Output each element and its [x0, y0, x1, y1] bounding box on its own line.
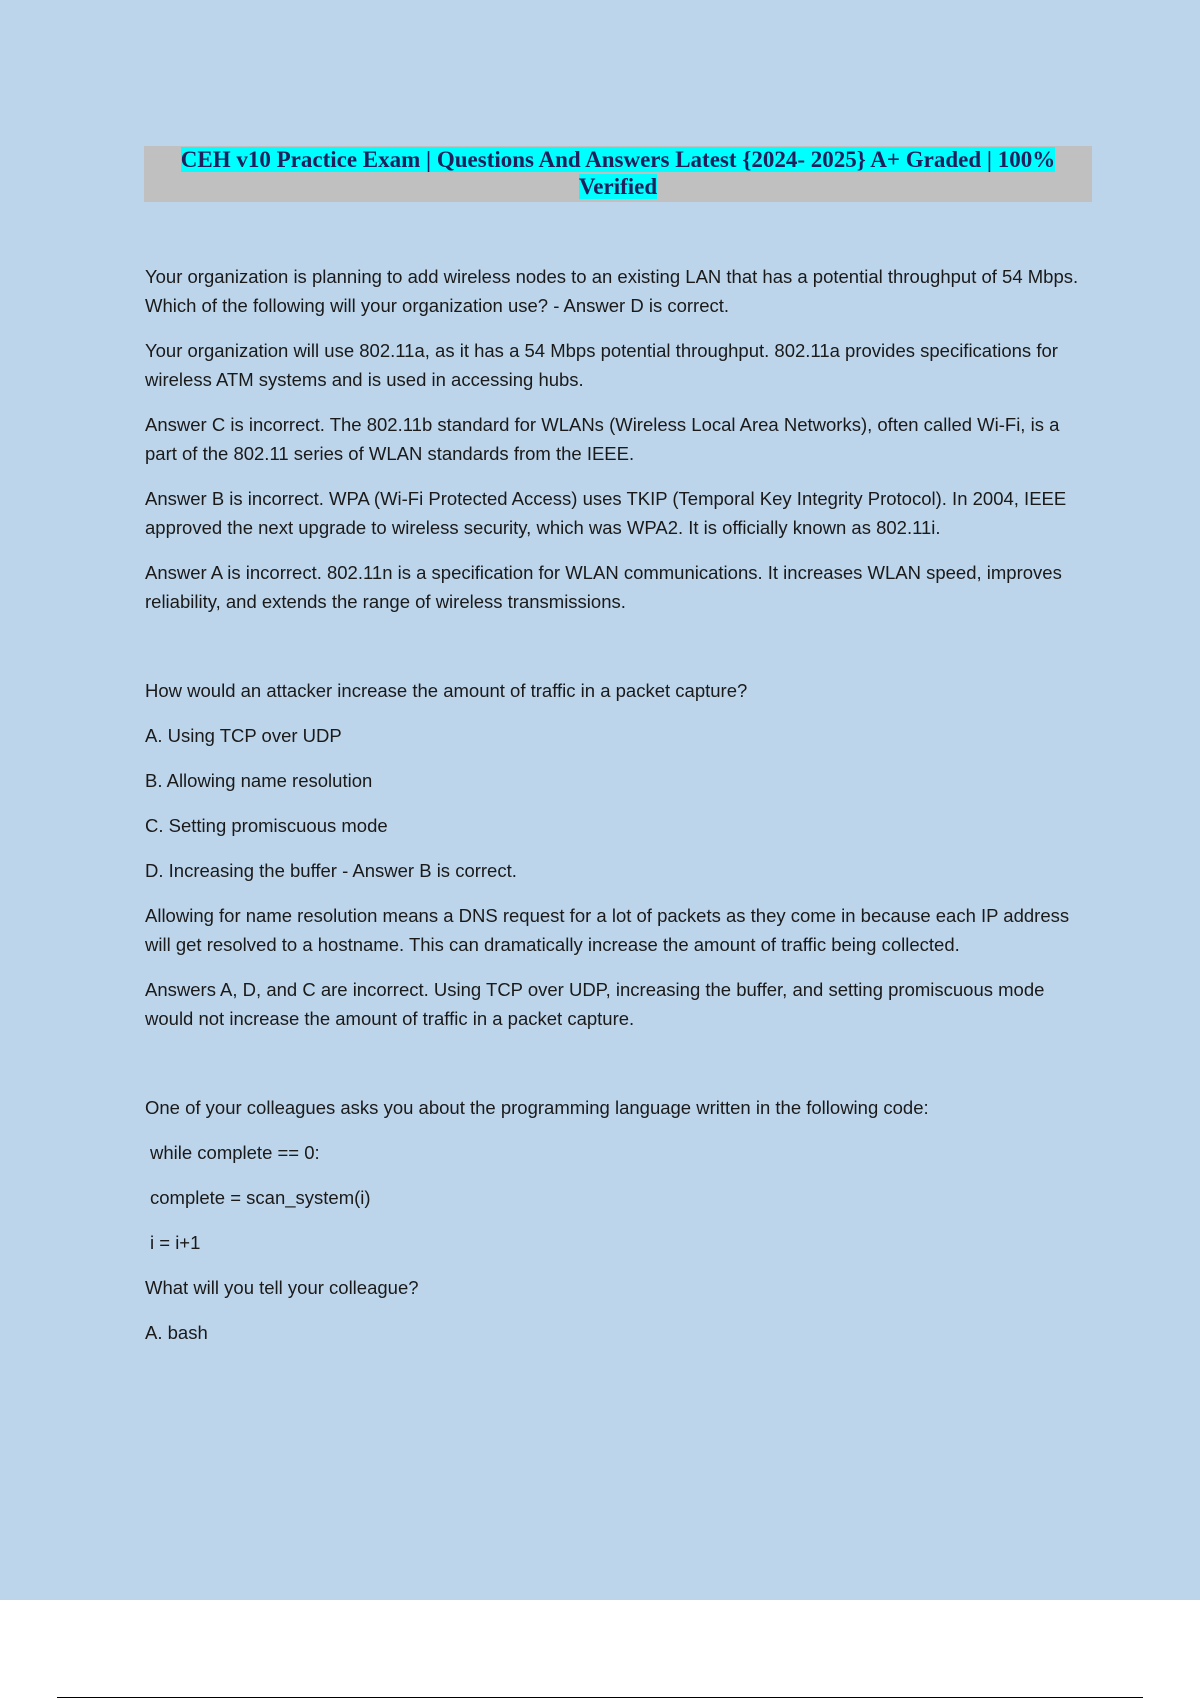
footer-rule [57, 1697, 1143, 1698]
question-3-option-a: A. bash [145, 1322, 208, 1343]
question-2-explanation: Allowing for name resolution means a DNS request for a lot of packets as they come in because each IP address will get resolved to a hostname. This can dramatically increase the amount of traffic being collected. [145, 905, 1070, 955]
document-title-banner [144, 146, 1092, 202]
question-1-answer-a-note: Answer A is incorrect. 802.11n is a specification for WLAN communications. It increases WLAN speed, improves reliability, and extends the range of wireless transmissions. [145, 562, 1062, 612]
question-2-option-d: D. Increasing the buffer - Answer B is correct. [145, 860, 517, 881]
question-1-stem: Your organization is planning to add wireless nodes to an existing LAN that has a potential throughput of 54 Mbps. Which of the following will your organization use? - Answer D is correct. [145, 266, 1079, 316]
question-2-option-a: A. Using TCP over UDP [145, 725, 342, 746]
document-title: CEH v10 Practice Exam | Questions And Answers Latest {2024- 2025} A+ Graded | 100% Verified [180, 147, 1056, 199]
code-line-1: while complete == 0: [150, 1142, 320, 1163]
question-2-incorrect-note: Answers A, D, and C are incorrect. Using TCP over UDP, increasing the buffer, and setting promiscuous mode would not increase the amount of traffic in a packet capture. [145, 979, 1045, 1029]
question-2-option-c: C. Setting promiscuous mode [145, 815, 388, 836]
section-spacer [145, 1049, 1095, 1093]
question-1-answer-b-note: Answer B is incorrect. WPA (Wi-Fi Protected Access) uses TKIP (Temporal Key Integrity Protocol). In 2004, IEEE approved the next upgrade to wireless security, which was WPA2. It is officially known as 802.11i. [145, 488, 1067, 538]
section-spacer [145, 632, 1095, 676]
question-3-stem: One of your colleagues asks you about the programming language written in the following code: [145, 1097, 929, 1118]
question-1-answer-c-note: Answer C is incorrect. The 802.11b standard for WLANs (Wireless Local Area Networks), often called Wi-Fi, is a part of the 802.11 series of WLAN standards from the IEEE. [145, 414, 1060, 464]
code-line-3: i = i+1 [150, 1232, 201, 1253]
question-1-explanation: Your organization will use 802.11a, as it has a 54 Mbps potential throughput. 802.11a provides specifications for wireless ATM systems and is used in accessing hubs. [145, 340, 1058, 390]
document-body [145, 262, 1095, 1363]
question-3-prompt: What will you tell your colleague? [145, 1277, 419, 1298]
question-2-stem: How would an attacker increase the amount of traffic in a packet capture? [145, 680, 748, 701]
question-2-option-b: B. Allowing name resolution [145, 770, 373, 791]
code-line-2: complete = scan_system(i) [150, 1187, 371, 1208]
